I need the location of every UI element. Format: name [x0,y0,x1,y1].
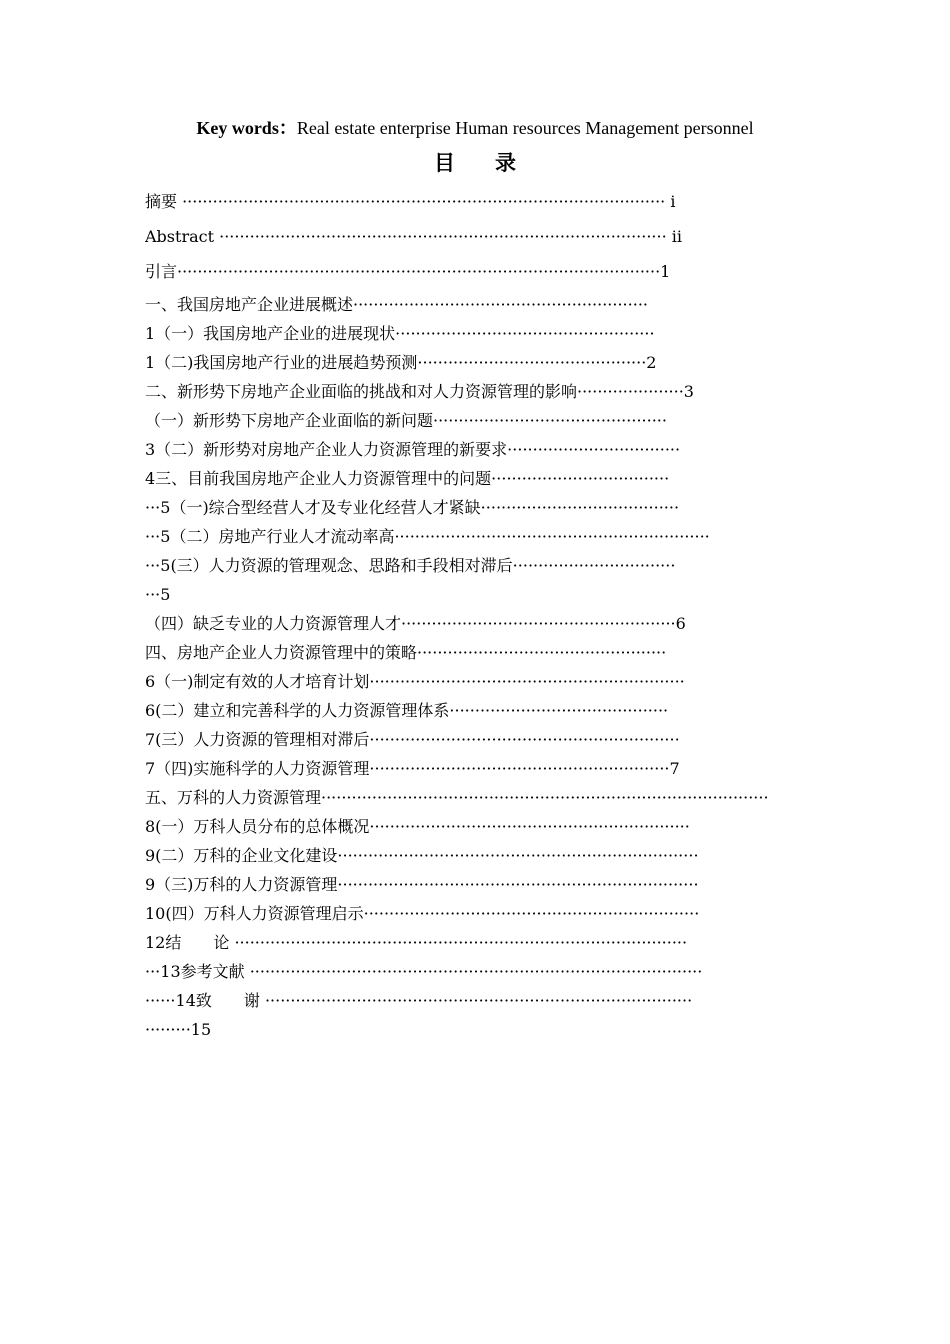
toc-entry[interactable]: ·········15 [145,1020,212,1039]
toc-entry[interactable]: 7(三）人力资源的管理相对滞后····························································· [145,730,680,749]
toc-entry-introduction[interactable]: 引言·······························································································1 [145,262,671,281]
toc-entry[interactable]: 一、我国房地产企业进展概述·························································· [145,295,648,314]
toc-entry[interactable]: 6（一)制定有效的人才培育计划······························································ [145,672,685,691]
toc-entry[interactable]: 9(二）万科的企业文化建设······································································· [145,846,699,865]
toc-entry[interactable]: ···5（二）房地产行业人才流动率高······························································ [145,527,710,546]
toc-entry[interactable]: 4三、目前我国房地产企业人力资源管理中的问题··································· [145,469,670,488]
toc-title-right: 录 [495,151,516,175]
toc-entry[interactable]: ···5(三）人力资源的管理观念、思路和手段相对滞后································ [145,556,676,575]
keywords-text: Real estate enterprise Human resources Management personnel [296,118,754,138]
toc-entry[interactable]: 3（二）新形势对房地产企业人力资源管理的新要求·································· [145,440,681,459]
keywords-label: Key words： [196,118,297,138]
keywords-line [0,116,950,140]
toc-entry[interactable]: 1（一）我国房地产企业的进展现状··················································· [145,324,655,343]
toc-title [0,148,950,178]
toc-entry[interactable]: ···5（一)综合型经营人才及专业化经营人才紧缺······································· [145,498,680,517]
toc-entry[interactable]: ···13参考文献 ························································································· [145,962,703,981]
toc-entry[interactable]: 二、新形势下房地产企业面临的挑战和对人力资源管理的影响·····················3 [145,382,694,401]
toc-entry-abstract-cn[interactable]: 摘要 ······························································································· i [145,192,676,211]
toc-entry[interactable]: 1（二)我国房地产行业的进展趋势预测·············································2 [145,353,657,372]
toc-entry[interactable]: 9（三)万科的人力资源管理······································································· [145,875,699,894]
toc-entry[interactable]: 12结 论 ························································································· [145,933,688,952]
toc-entry[interactable]: 四、房地产企业人力资源管理中的策略················································· [145,643,667,662]
toc-entry[interactable]: 6(二）建立和完善科学的人力资源管理体系··········································· [145,701,669,720]
toc-entry-abstract-en[interactable]: Abstract ························································································ ii [145,227,682,246]
toc-entry[interactable]: 8(一）万科人员分布的总体概况······························································· [145,817,690,836]
toc-entry[interactable]: ······14致 谢 ···················································································· [145,991,693,1010]
toc-entry[interactable]: 五、万科的人力资源管理························································································ [145,788,769,807]
toc-entry[interactable]: 10(四）万科人力资源管理启示·································································· [145,904,700,923]
toc-entry[interactable]: 7（四)实施科学的人力资源管理···························································7 [145,759,680,778]
toc-entry[interactable]: ···5 [145,585,171,604]
table-of-contents [145,184,810,1044]
toc-title-left: 目 [434,151,455,175]
toc-entry[interactable]: （四）缺乏专业的人力资源管理人才······················································6 [145,614,686,633]
toc-entry[interactable]: （一）新形势下房地产企业面临的新问题·············································· [145,411,667,430]
